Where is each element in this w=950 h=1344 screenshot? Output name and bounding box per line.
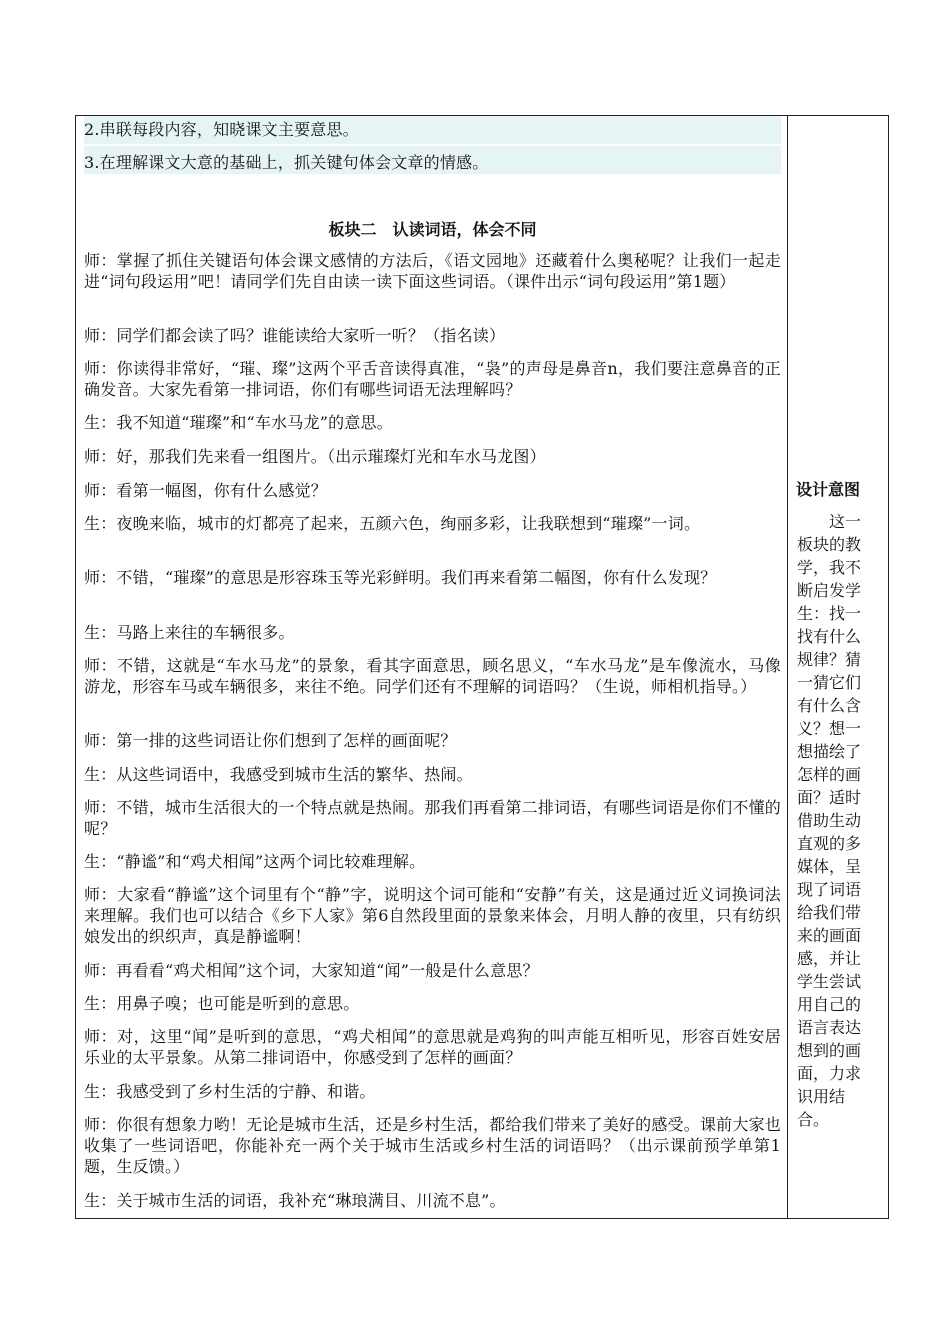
column-divider [787, 116, 788, 1218]
section-title: 板块二 认读词语，体会不同 [328, 220, 537, 239]
design-intent-text: 这一板块的教学，我不断启发学生：找一找有什么规律？猜一猜它们有什么含义？想一想描绘了怎样的画面？适时借助生动直观的多媒体，呈现了词语给我们带来的画面感，并让学生尝试用自己的语言表达想到的画面，力求识用结合。 [797, 512, 862, 1129]
paragraph: 师：不错，城市生活很大的一个特点就是热闹。那我们再看第二排词语，有哪些词语是你们不懂的呢？ [84, 798, 781, 838]
paragraph: 师：你读得非常好，“璀、璨”这两个平舌音读得真准，“袅”的声母是鼻音n，我们要注意鼻音的正确发音。大家先看第一排词语，你们有哪些词语无法理解吗？ [84, 359, 781, 399]
paragraph: 师：看第一幅图，你有什么感觉？ [84, 481, 328, 500]
paragraph: 师：对，这里“闻”是听到的意思，“鸡犬相闻”的意思就是鸡狗的叫声能互相听见，形容百姓安居乐业的太平景象。从第二排词语中，你感受到了怎样的画面？ [84, 1027, 781, 1067]
paragraph: 师：第一排的这些词语让你们想到了怎样的画面呢？ [84, 731, 457, 750]
goal-item: 3.在理解课文大意的基础上，抓关键句体会文章的情感。 [84, 153, 489, 172]
paragraph: 生：从这些词语中，我感受到城市生活的繁华、热闹。 [84, 765, 473, 784]
paragraph: 师：好，那我们先来看一组图片。（出示璀璨灯光和车水马龙图） [84, 447, 546, 466]
paragraph: 师：大家看“静谧”这个词里有个“静”字，说明这个词可能和“安静”有关，这是通过近义词换词法来理解。我们也可以结合《乡下人家》第6自然段里面的景象来体会，月明人静的夜里，只有纺织娘发出的织织声，真是静谧啊！ [84, 885, 781, 946]
paragraph: 生：用鼻子嗅；也可能是听到的意思。 [84, 994, 360, 1013]
paragraph: 师：不错，“璀璨”的意思是形容珠玉等光彩鲜明。我们再来看第二幅图，你有什么发现？ [84, 568, 717, 587]
goal-item: 2.串联每段内容，知晓课文主要意思。 [84, 120, 359, 139]
design-intent-title: 设计意图 [796, 480, 861, 499]
lesson-table [75, 115, 889, 1219]
paragraph: 师：不错，这就是“车水马龙”的景象，看其字面意思，顾名思义，“车水马龙”是车像流水，马像游龙，形容车马或车辆很多，来往不绝。同学们还有不理解的词语吗？（生说，师相机指导。） [84, 656, 781, 696]
paragraph: 生：关于城市生活的词语，我补充“琳琅满目、川流不息”。 [84, 1191, 506, 1210]
paragraph: 生：夜晚来临，城市的灯都亮了起来，五颜六色，绚丽多彩，让我联想到“璀璨”一词。 [84, 514, 701, 533]
paragraph: 生：我不知道“璀璨”和“车水马龙”的意思。 [84, 413, 393, 432]
paragraph: 师：掌握了抓住关键语句体会课文感情的方法后，《语文园地》还藏着什么奥秘呢？让我们一起走进“词句段运用”吧！请同学们先自由读一读下面这些词语。（课件出示“词句段运用”第1题） [84, 251, 781, 291]
paragraph: 师：你很有想象力哟！无论是城市生活，还是乡村生活，都给我们带来了美好的感受。课前大家也收集了一些词语吧，你能补充一两个关于城市生活或乡村生活的词语吗？（出示课前预学单第1题，生反馈。） [84, 1115, 781, 1176]
paragraph: 生：“静谧”和“鸡犬相闻”这两个词比较难理解。 [84, 852, 426, 871]
paragraph: 生：我感受到了乡村生活的宁静、和谐。 [84, 1082, 376, 1101]
paragraph: 师：再看看“鸡犬相闻”这个词，大家知道“闻”一般是什么意思？ [84, 961, 539, 980]
paragraph: 生：马路上来往的车辆很多。 [84, 623, 295, 642]
paragraph: 师：同学们都会读了吗？谁能读给大家听一听？（指名读） [84, 326, 506, 345]
